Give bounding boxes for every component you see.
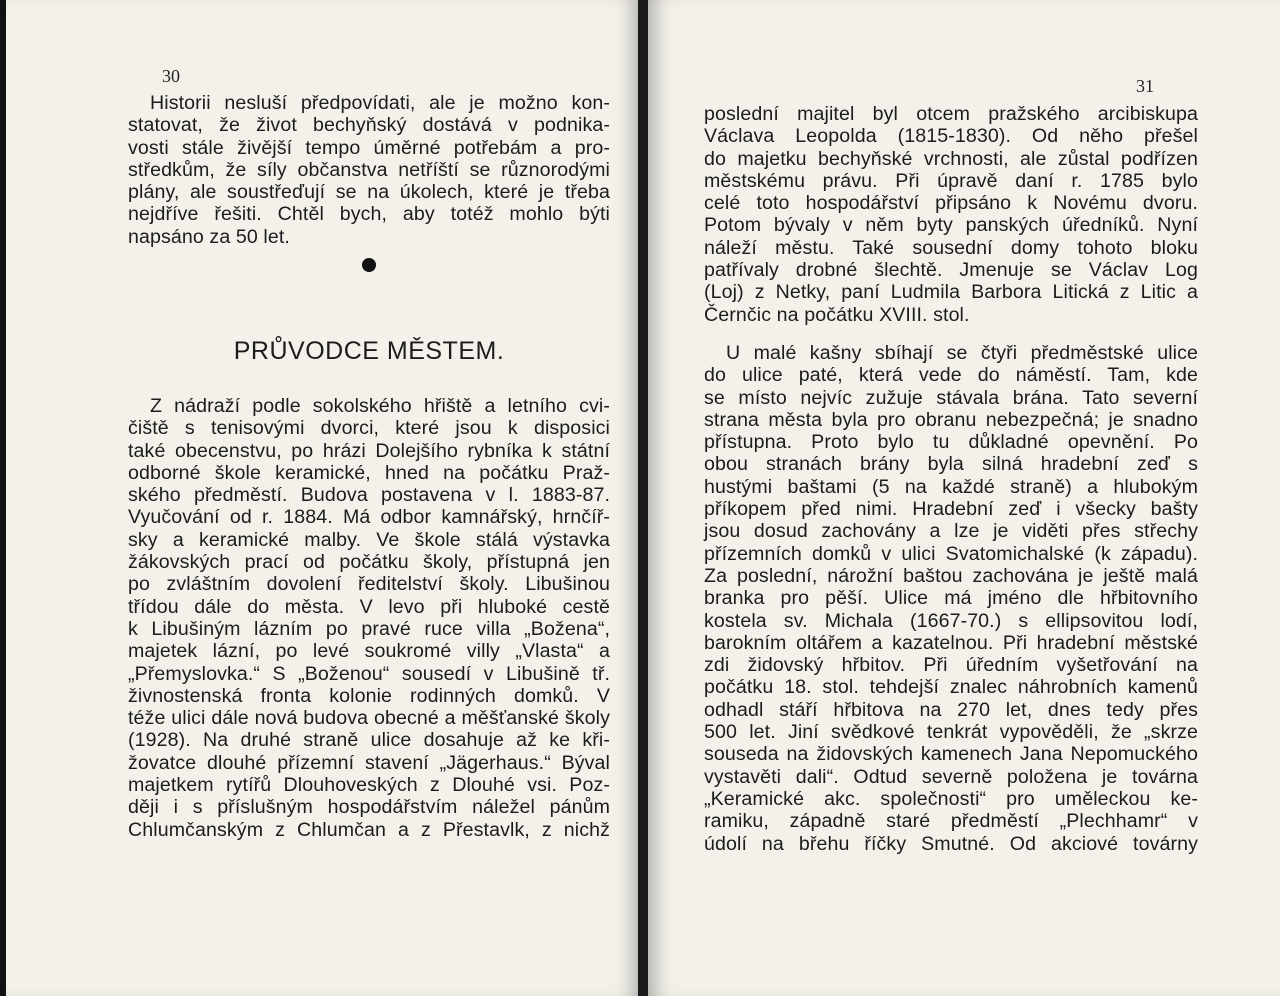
text-line: 500 let. Jiní svědkové tenkrát vypověděli, že „skrze	[704, 721, 1198, 744]
text-line: počátku 18. stol. tehdejší znalec náhrobních kamenů	[704, 676, 1198, 699]
text-line: téže ulici dále nová budova obecné a měšťanské školy	[128, 707, 610, 730]
text-line: městskému právu. Při úpravě daní r. 1785 bylo	[704, 169, 1198, 192]
text-line: U malé kašny sbíhají se čtyři předměstské ulice	[726, 342, 1198, 364]
text-line: Černčic na počátku XVIII. stol.	[704, 303, 970, 326]
text-line: plány, ale soustřeďují se na úkolech, které je třeba	[128, 181, 610, 204]
text-line: odborné škole keramické, hned na počátku Praž-	[128, 461, 610, 484]
text-line: barokním oltářem a kazatelnou. Při hradební městské	[704, 631, 1198, 654]
text-line: středkům, že síly občanstva netříští se různorodými	[128, 158, 610, 181]
text-line: Z nádraží podle sokolského hřiště a letního cvi-	[150, 395, 610, 417]
text-line: hustými baštami (5 na každé straně) a hlubokým	[704, 475, 1198, 498]
text-line: po zvláštním dovolení ředitelství školy. Libušinou	[128, 573, 610, 596]
text-line: celé toto hospodářství připsáno k Novému dvoru.	[704, 192, 1198, 215]
right-page	[648, 0, 1280, 996]
text-line: údolí na břehu říčky Smutné. Od akciové továrny	[704, 832, 1198, 855]
text-line: statovat, že život bechyňský dostává v podnika-	[128, 114, 610, 137]
text-line: „Keramické akc. společnosti“ pro uměleckou ke-	[704, 787, 1198, 810]
text-line: Za poslední, nárožní baštou zachována je ještě malá	[704, 564, 1198, 587]
text-line: majetkem rytířů Dlouhoveských z Dlouhé vsi. Poz-	[128, 774, 610, 797]
page-number: 30	[162, 66, 180, 86]
text-line: branka pro pěší. Ulice má jméno dle hřbitovního	[704, 587, 1198, 610]
text-line: Vyučování od r. 1884. Má odbor kamnářský, hrnčíř-	[128, 506, 610, 529]
text-line: k Libušiným lázním po pravé ruce villa „Božena“,	[128, 617, 610, 640]
text-line: Historii nesluší předpovídati, ale je možno kon-	[150, 92, 610, 114]
text-line: vystavěti dali“. Odtud severně položena je továrna	[704, 765, 1198, 788]
text-line: přístupna. Proto bylo tu důkladné opevnění. Po	[704, 431, 1198, 454]
text-line: Václava Leopolda (1815-1830). Od něho přešel	[704, 125, 1198, 148]
page-number: 31	[1136, 76, 1154, 96]
section-heading: PRŮVODCE MĚSTEM.	[233, 337, 505, 365]
text-line: sky a keramické malby. Ve škole stálá výstavka	[128, 528, 610, 551]
text-line: žovatce dlouhé přízemní stavení „Jägerhaus.“ Býval	[128, 751, 610, 774]
text-line: majetek lázní, po levé soukromé villy „Vlasta“ a	[128, 640, 610, 663]
text-line: třídou dále do města. V levo při hluboké cestě	[128, 595, 610, 618]
text-line: vosti stále živější tempo úměrné potřebám a pro-	[128, 136, 610, 159]
text-line: ději i s příslušným hospodářstvím náležel pánům	[128, 796, 610, 819]
text-line: (Loj) z Netky, paní Ludmila Barbora Litická z Litic a	[704, 281, 1198, 304]
text-line: příkopem před nimi. Hradební zeď i všecky bašty	[704, 498, 1198, 521]
text-line: poslední majitel byl otcem pražského arcibiskupa	[704, 103, 1198, 125]
text-line: jsou dosud zachovány a lze je viděti přes střechy	[704, 520, 1198, 543]
page-edge	[0, 0, 6, 996]
text-line: souseda na židovských kamenech Jana Nepomuckého	[704, 743, 1198, 766]
text-line: živnostenská fronta kolonie rodinných domků. V	[128, 684, 610, 707]
text-line: patřívaly drobné šlechtě. Jmenuje se Václav Log	[704, 259, 1198, 282]
text-line: Potom bývaly v něm byty panských úředníků. Nyní	[704, 214, 1198, 237]
text-line: ramiku, západně staré předměstí „Plechhamr“ v	[704, 810, 1198, 833]
text-line: zdi židovský hřbitov. Při úředním vyšetřování na	[704, 654, 1198, 677]
text-line: ského předměstí. Budova postavena v l. 1883-87.	[128, 484, 610, 507]
text-line: Chlumčanským z Chlumčan a z Přestavlk, z nichž	[128, 818, 610, 841]
text-line: (1928). Na druhé straně ulice dosahuje až ke kři-	[128, 729, 610, 752]
continued-paragraph	[704, 103, 1198, 326]
text-line: přízemních domků v ulici Svatomichalské (k západu).	[704, 542, 1198, 565]
text-line: „Přemyslovka.“ S „Boženou“ sousedí v Libušině tř.	[128, 662, 610, 685]
text-line: strana města byla pro obranu nebezpečná; je snadno	[704, 408, 1198, 431]
body-paragraph	[128, 395, 610, 841]
text-line: se místo nejvíc zužuje stávala brána. Tato severní	[704, 386, 1198, 409]
text-line: nejdříve řešiti. Chtěl bych, aby totéž mohlo býti	[128, 203, 610, 226]
text-line: do ulice paté, která vede do náměstí. Tam, kde	[704, 364, 1198, 387]
text-line: žákovských prací od počátku školy, přístupná jen	[128, 551, 610, 574]
text-line: obou stranách brány byla silná hradební zeď s	[704, 453, 1198, 476]
text-line: také obecenstvu, po hrázi Dolejšího rybníka k státní	[128, 439, 610, 462]
text-line: čiště s tenisovými dvorci, které jsou k disposici	[128, 417, 610, 440]
text-line: kostela sv. Michala (1667-70.) s ellipsovitou lodí,	[704, 609, 1198, 632]
intro-paragraph	[128, 92, 610, 248]
text-line: náleží městu. Také sousední domy tohoto bloku	[704, 236, 1198, 259]
gate-paragraph	[704, 342, 1198, 855]
section-bullet	[362, 258, 376, 272]
text-line: odhadl stáří hřbitova na 270 let, dnes tedy přes	[704, 698, 1198, 721]
text-line: do majetku bechyňské vrchnosti, ale zůstal podřízen	[704, 147, 1198, 170]
text-line: napsáno za 50 let.	[128, 225, 290, 248]
